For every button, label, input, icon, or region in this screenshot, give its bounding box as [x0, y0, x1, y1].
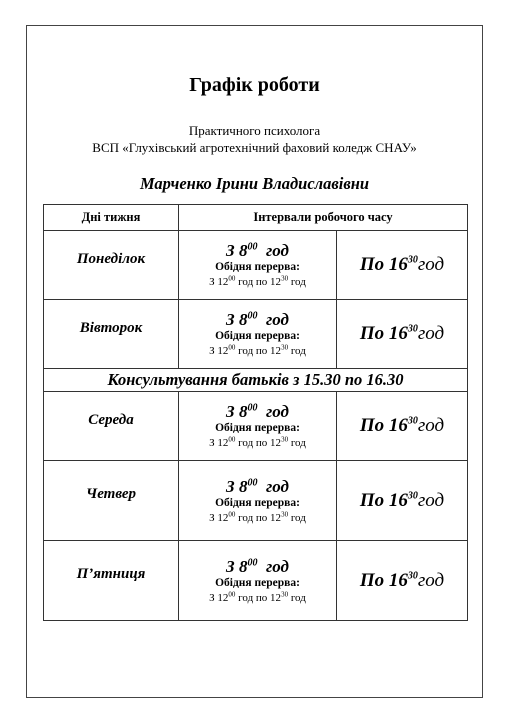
schedule-table	[43, 204, 468, 621]
start-time: З $8^{00}$ год	[226, 310, 289, 329]
page-title: Графік роботи	[189, 74, 320, 96]
break-times: З $12^{00}$ год по $12^{30}$ год	[209, 343, 306, 357]
end-cell	[337, 461, 468, 541]
day-cell	[44, 300, 179, 369]
table-row	[44, 392, 468, 461]
table-header-row	[44, 205, 468, 231]
day-cell	[44, 461, 179, 541]
day-cell	[44, 231, 179, 300]
break-label: Обідня перерва:	[215, 330, 300, 342]
days-column-header: Дні тижня	[44, 205, 179, 231]
break-times: З $12^{00}$ год по $12^{30}$ год	[209, 589, 306, 604]
end-cell	[337, 231, 468, 300]
day-name: Понеділок	[76, 250, 146, 267]
end-time: По $16^{30}год$	[359, 489, 445, 511]
end-cell	[337, 300, 468, 369]
table-row	[44, 300, 468, 369]
day-cell	[44, 392, 179, 461]
end-time: По $16^{30}год$	[359, 254, 445, 275]
end-time: По $16^{30}год$	[359, 569, 445, 591]
consultation-text: Консультування батьків з 15.30 по 16.30	[44, 369, 468, 392]
day-name: Вівторок	[79, 319, 143, 336]
start-cell	[179, 300, 337, 369]
intervals-column-header: Інтервали робочого часу	[179, 205, 468, 231]
day-name: Четвер	[85, 486, 137, 502]
start-cell	[179, 231, 337, 300]
break-label: Обідня перерва:	[215, 576, 300, 589]
start-cell	[179, 461, 337, 541]
break-label: Обідня перерва:	[215, 422, 300, 434]
break-times: З $12^{00}$ год по $12^{30}$ год	[209, 274, 306, 288]
end-cell	[337, 392, 468, 461]
start-time: З $8^{00}$ год	[226, 556, 289, 576]
start-cell	[179, 541, 337, 621]
break-times: З $12^{00}$ год по $12^{30}$ год	[209, 435, 306, 449]
table-row	[44, 231, 468, 300]
consultation-row	[44, 369, 468, 392]
table-row	[44, 461, 468, 541]
start-cell	[179, 392, 337, 461]
end-time: По $16^{30}год$	[359, 323, 445, 344]
break-times: З $12^{00}$ год по $12^{30}$ год	[209, 509, 306, 524]
day-name: Середа	[88, 411, 134, 428]
employee-name: Марченко Ірини Владиславівни	[139, 174, 370, 193]
start-time: З $8^{00}$ год	[226, 476, 289, 496]
day-cell	[44, 541, 179, 621]
end-cell	[337, 541, 468, 621]
start-time: З $8^{00}$ год	[226, 241, 289, 260]
organization-subtitle: ВСП «Глухівський агротехнічний фаховий коледж СНАУ»	[92, 140, 417, 155]
break-label: Обідня перерва:	[215, 261, 300, 273]
day-name: П’ятниця	[76, 566, 146, 582]
position-subtitle: Практичного психолога	[188, 123, 321, 138]
break-label: Обідня перерва:	[215, 496, 300, 509]
end-time: По $16^{30}год$	[359, 415, 445, 436]
document-frame	[26, 25, 483, 698]
table-row	[44, 541, 468, 621]
start-time: З $8^{00}$ год	[226, 402, 289, 421]
